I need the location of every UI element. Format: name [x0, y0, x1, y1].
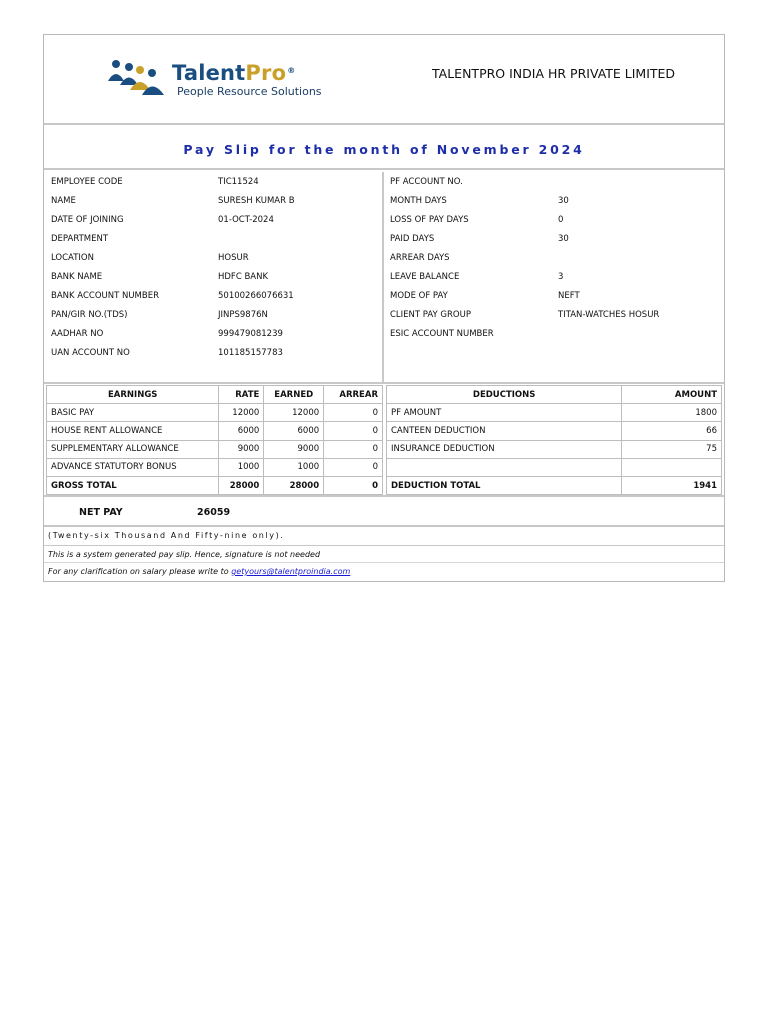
deduction-label: DEDUCTION TOTAL: [387, 476, 622, 494]
deduction-label: INSURANCE DEDUCTION: [387, 440, 622, 458]
info-label: NAME: [51, 196, 76, 207]
rate-cell: 6000: [219, 422, 264, 440]
info-value: 0: [558, 215, 564, 226]
amount-cell: 1941: [622, 476, 722, 494]
earnings-row: [47, 404, 383, 422]
info-label: BANK NAME: [51, 272, 103, 283]
info-value: 01-OCT-2024: [218, 215, 274, 226]
info-label: BANK ACCOUNT NUMBER: [51, 291, 160, 302]
earnings-row: [47, 440, 383, 458]
earning-label: SUPPLEMENTARY ALLOWANCE: [47, 440, 219, 458]
brand-name: TalentPro®: [172, 61, 296, 85]
info-label: CLIENT PAY GROUP: [390, 310, 471, 321]
info-label: EMPLOYEE CODE: [51, 177, 123, 187]
deduction-label: [387, 458, 622, 476]
arrear-cell: 0: [324, 440, 383, 458]
info-label: DATE OF JOINING: [51, 215, 124, 226]
info-label: ESIC ACCOUNT NUMBER: [390, 329, 494, 340]
info-divider: [382, 172, 384, 382]
gross-total-row: [47, 476, 383, 494]
info-value: 30: [558, 196, 569, 207]
net-pay-value: 26059: [197, 507, 231, 518]
info-value: 30: [558, 234, 569, 245]
info-label: LEAVE BALANCE: [390, 272, 460, 283]
info-value: TITAN-WATCHES HOSUR: [558, 310, 660, 321]
company-logo: [106, 57, 336, 103]
deduction-row: [387, 458, 722, 476]
info-value: 101185157783: [218, 348, 283, 359]
earning-label: GROSS TOTAL: [47, 476, 219, 494]
info-label: DEPARTMENT: [51, 234, 109, 245]
deductions-col-header: DEDUCTIONS: [387, 386, 622, 404]
section-divider: [44, 382, 724, 384]
earning-label: HOUSE RENT ALLOWANCE: [47, 422, 219, 440]
earned-cell: 6000: [264, 422, 324, 440]
net-pay-row: [44, 495, 724, 527]
info-value: HDFC BANK: [218, 272, 269, 283]
arrear-cell: 0: [324, 404, 383, 422]
arrear-cell: 0: [324, 458, 383, 476]
info-label: MODE OF PAY: [390, 291, 448, 302]
earning-label: BASIC PAY: [47, 404, 219, 422]
employee-info: [44, 172, 724, 382]
earnings-header-row: [47, 386, 383, 404]
info-label: PAN/GIR NO.(TDS): [51, 310, 128, 321]
info-value: JINPS9876N: [218, 310, 268, 321]
payslip: [43, 34, 725, 582]
deduction-row: [387, 422, 722, 440]
info-label: LOSS OF PAY DAYS: [390, 215, 469, 226]
info-label: PAID DAYS: [390, 234, 435, 245]
earning-label: ADVANCE STATUTORY BONUS: [47, 458, 219, 476]
earned-cell: 28000: [264, 476, 324, 494]
arrear-cell: 0: [324, 476, 383, 494]
payslip-title: Pay Slip for the month of November 2024: [183, 142, 585, 157]
earned-col-header: EARNED: [264, 386, 324, 404]
title-row: [44, 127, 724, 170]
company-name: TALENTPRO INDIA HR PRIVATE LIMITED: [432, 66, 676, 81]
clarification-text: For any clarification on salary please write to: [48, 567, 232, 576]
rate-col-header: RATE: [219, 386, 264, 404]
amount-col-header: AMOUNT: [622, 386, 722, 404]
arrear-cell: 0: [324, 422, 383, 440]
deduction-row: [387, 404, 722, 422]
earnings-table: [46, 385, 383, 495]
brand-tagline: People Resource Solutions: [177, 85, 322, 98]
deductions-header-row: [387, 386, 722, 404]
rate-cell: 1000: [219, 458, 264, 476]
info-label: MONTH DAYS: [390, 196, 447, 207]
deduction-row: [387, 440, 722, 458]
earnings-col-header: EARNINGS: [47, 386, 219, 404]
amount-cell: 75: [622, 440, 722, 458]
info-label: PF ACCOUNT NO.: [390, 177, 463, 187]
info-value: TIC11524: [218, 177, 259, 187]
deduction-label: PF AMOUNT: [387, 404, 622, 422]
rate-cell: 12000: [219, 404, 264, 422]
info-label: LOCATION: [51, 253, 94, 264]
info-value: 3: [558, 272, 564, 283]
support-email-link[interactable]: getyours@talentproindia.com: [231, 567, 351, 576]
amount-cell: 1800: [622, 404, 722, 422]
amount-cell: [622, 458, 722, 476]
info-value: 50100266076631: [218, 291, 294, 302]
deductions-table: [386, 385, 722, 495]
earnings-row: [47, 458, 383, 476]
clarification-note: [44, 563, 724, 580]
arrear-col-header: ARREAR: [324, 386, 383, 404]
earned-cell: 1000: [264, 458, 324, 476]
info-label: ARREAR DAYS: [390, 253, 450, 264]
net-pay-label: NET PAY: [79, 507, 123, 518]
earned-cell: 12000: [264, 404, 324, 422]
info-value: 999479081239: [218, 329, 283, 340]
amount-cell: 66: [622, 422, 722, 440]
info-value: NEFT: [558, 291, 580, 302]
deduction-total-row: [387, 476, 722, 494]
rate-cell: 9000: [219, 440, 264, 458]
info-value: SURESH KUMAR B: [218, 196, 295, 207]
deduction-label: CANTEEN DEDUCTION: [387, 422, 622, 440]
info-label: AADHAR NO: [51, 329, 104, 340]
amount-in-words: (Twenty-six Thousand And Fifty-nine only).: [44, 527, 724, 546]
system-generated-note: This is a system generated pay slip. Hence, signature is not needed: [44, 546, 724, 563]
payslip-header: [44, 35, 724, 125]
people-group-logo-icon: [106, 59, 172, 99]
info-value: HOSUR: [218, 253, 249, 264]
earned-cell: 9000: [264, 440, 324, 458]
info-label: UAN ACCOUNT NO: [51, 348, 130, 359]
rate-cell: 28000: [219, 476, 264, 494]
earnings-row: [47, 422, 383, 440]
